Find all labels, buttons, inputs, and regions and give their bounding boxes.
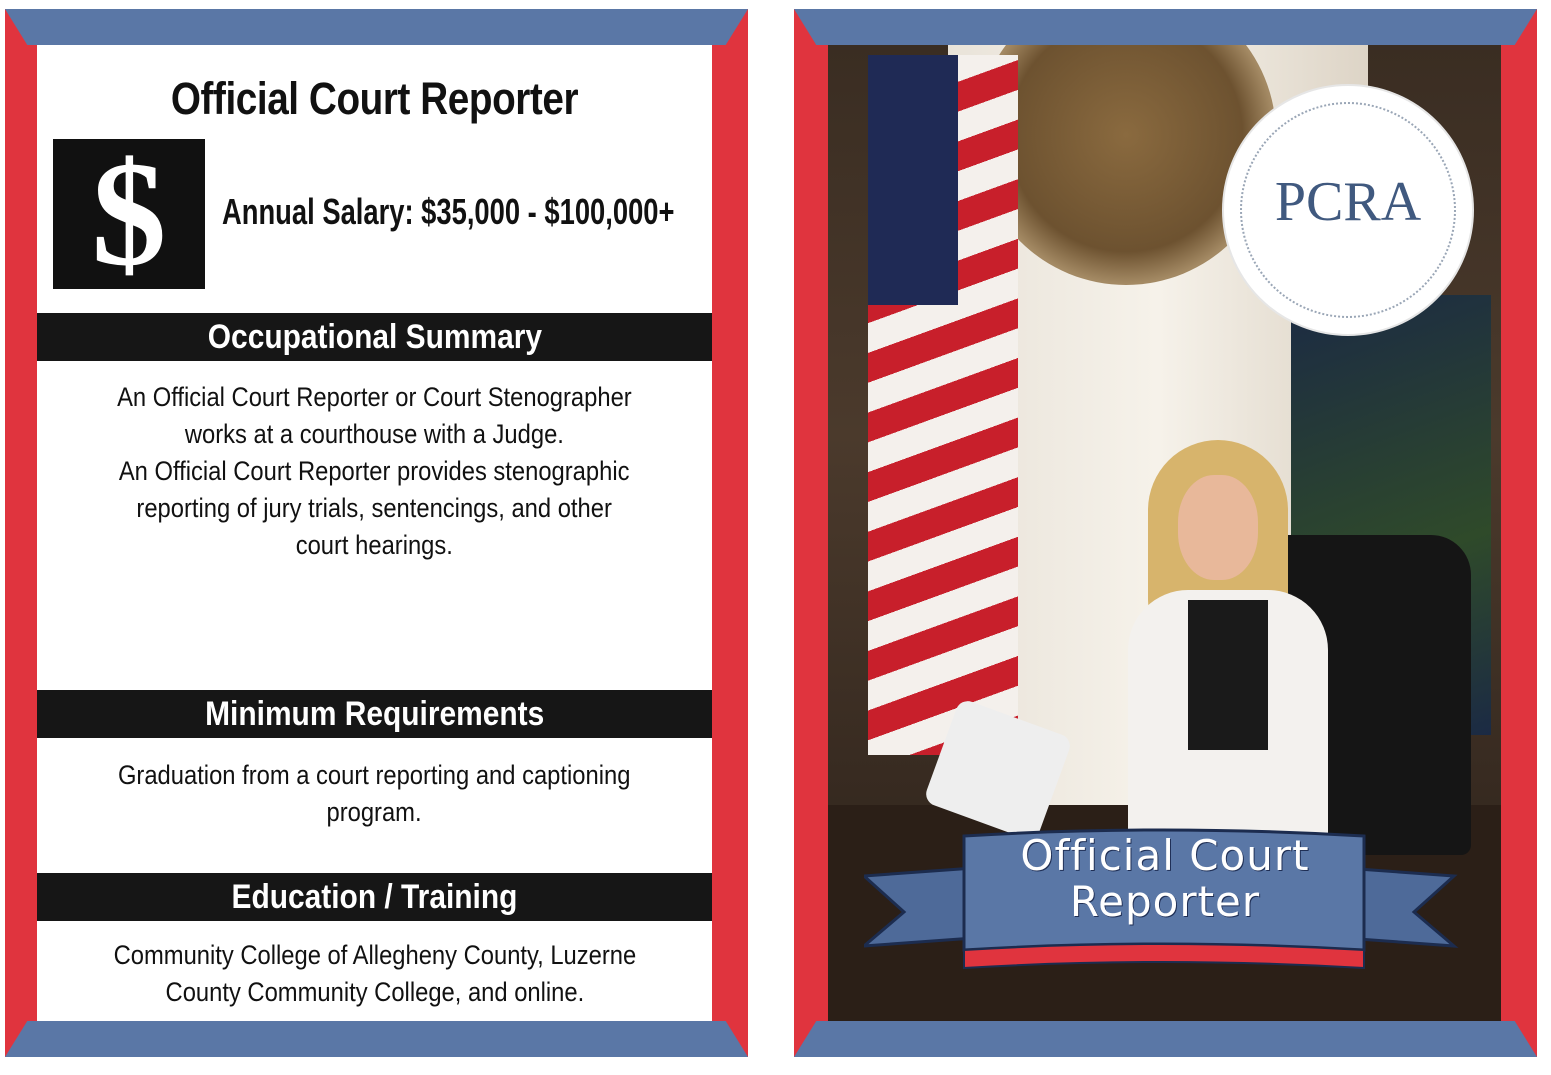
card-top-band	[5, 9, 748, 45]
pcra-logo	[1222, 84, 1474, 336]
dollar-sign-icon	[53, 139, 205, 289]
education-text: Community College of Allegheny County, Luzerne County Community College, and online.	[113, 940, 636, 1007]
section-heading-education: Education / Training	[37, 873, 712, 921]
american-flag-image	[868, 55, 1018, 755]
card-content	[37, 45, 712, 1021]
section-heading-summary: Occupational Summary	[37, 313, 712, 361]
card-bottom-band	[5, 1021, 748, 1057]
pcra-logo-text: PCRA	[1274, 171, 1422, 233]
ribbon-line-1: Official Court	[1020, 831, 1310, 880]
summary-text: An Official Court Reporter or Court Stenographer works at a courthouse with a Judge. An Official Court Reporter provides stenographic reporting of jury trials, sentencings, and other court hearings.	[117, 382, 632, 560]
court-reporter-person	[1128, 440, 1328, 860]
dollar-glyph: $	[91, 139, 167, 289]
card-top-band	[794, 9, 1537, 45]
card-title: Official Court Reporter	[170, 73, 579, 124]
section-heading-requirements: Minimum Requirements	[37, 690, 712, 738]
salary-range: Annual Salary: $35,000 - $100,000+	[222, 191, 675, 232]
card-bottom-band	[794, 1021, 1537, 1057]
ribbon-line-2: Reporter	[1069, 877, 1261, 926]
info-card	[5, 9, 748, 1057]
requirements-text: Graduation from a court reporting and captioning program.	[118, 760, 631, 827]
